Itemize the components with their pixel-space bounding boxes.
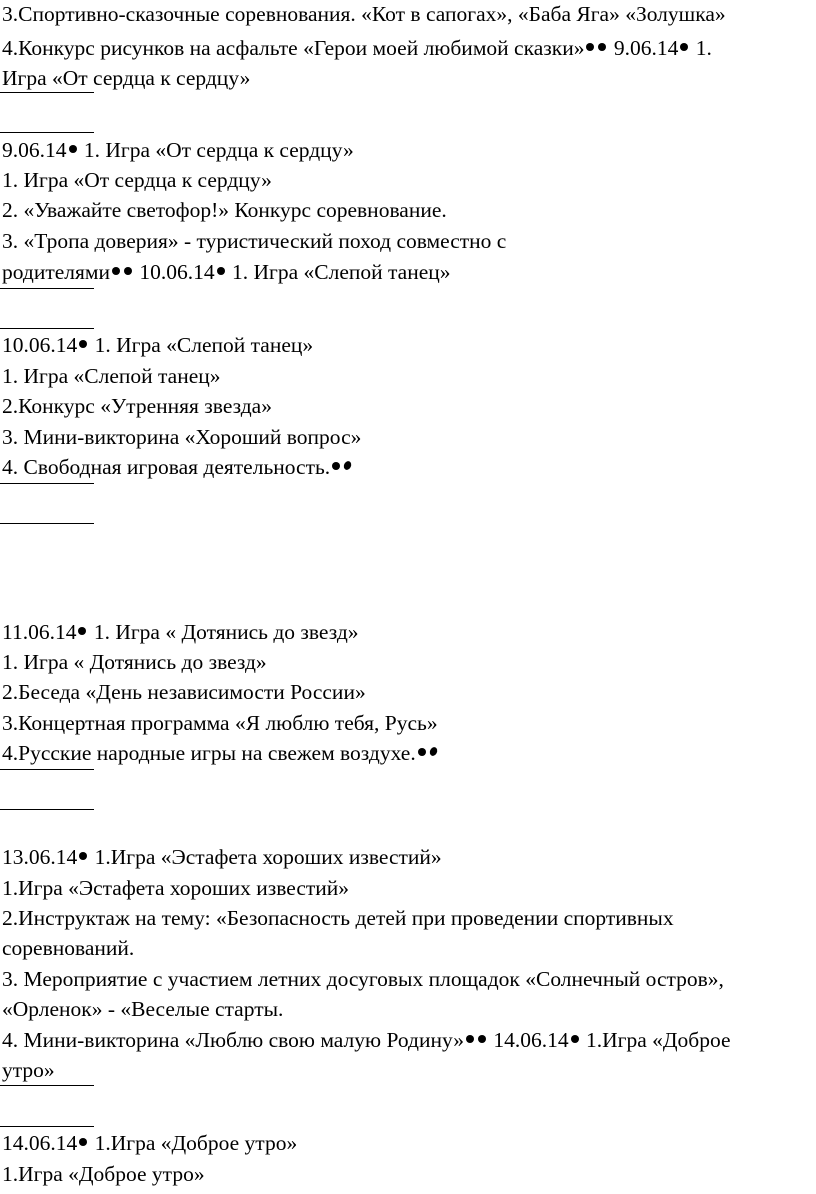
divider — [0, 288, 94, 289]
text-line: 1. Игра «От сердца к сердцу» — [2, 168, 272, 192]
bullet-icon — [571, 1035, 579, 1043]
divider — [0, 1085, 94, 1086]
text-line: Игра «От сердца к сердцу» — [2, 66, 251, 90]
bullet-icon — [466, 1035, 474, 1043]
text-line: 1.Игра «Эстафета хороших известий» — [2, 876, 350, 900]
text-line: 3. Мероприятие с участием летних досуговых площадок «Солнечный остров», — [2, 967, 724, 991]
bullet-icon — [598, 43, 606, 51]
text-line: 13.06.14 1.Игра «Эстафета хороших известий» — [2, 845, 442, 869]
divider — [0, 483, 94, 484]
text-line: родителями 10.06.14 1. Игра «Слепой танец» — [2, 260, 451, 284]
text-line: 3. «Тропа доверия» - туристический поход совместно с — [2, 229, 507, 253]
bullet-icon — [79, 1138, 87, 1146]
divider — [0, 328, 94, 329]
bullet-icon — [69, 145, 77, 153]
bullet-icon — [78, 627, 86, 635]
text-line: 11.06.14 1. Игра « Дотянись до звезд» — [2, 620, 359, 644]
divider — [0, 132, 94, 133]
text-line: 4.Конкурс рисунков на асфальте «Герои моей любимой сказки» 9.06.14 1. — [2, 36, 712, 60]
divider — [0, 809, 94, 810]
bullet-icon — [112, 267, 120, 275]
text-line: 2.Конкурс «Утренняя звезда» — [2, 394, 272, 418]
text-line: 2.Беседа «День независимости России» — [2, 680, 366, 704]
text-line: «Орленок» - «Веселые старты. — [2, 997, 284, 1021]
bullet-icon — [217, 267, 225, 275]
divider — [0, 1126, 94, 1127]
bullet-icon — [586, 43, 594, 51]
text-line: 1.Игра «Доброе утро» — [2, 1162, 205, 1186]
bullet-icon — [79, 340, 87, 348]
bullet-icon — [343, 460, 353, 471]
text-line: 2.Инструктаж на тему: «Безопасность детей при проведении спортивных — [2, 906, 674, 930]
text-line: 4. Мини-викторина «Люблю свою малую Родину» 14.06.14 1.Игра «Доброе — [2, 1028, 731, 1052]
divider — [0, 523, 94, 524]
text-line: 14.06.14 1.Игра «Доброе утро» — [2, 1131, 298, 1155]
bullet-icon — [428, 746, 438, 757]
text-line: 3. Мини-викторина «Хороший вопрос» — [2, 425, 362, 449]
text-line: утро» — [2, 1058, 55, 1082]
text-line: 3.Спортивно-сказочные соревнования. «Кот в сапогах», «Баба Яга» «Золушка» — [2, 2, 726, 26]
divider — [0, 769, 94, 770]
bullet-icon — [124, 267, 132, 275]
text-line: соревнований. — [2, 936, 135, 960]
text-line: 2. «Уважайте светофор!» Конкурс соревнование. — [2, 198, 447, 222]
text-line: 10.06.14 1. Игра «Слепой танец» — [2, 333, 314, 357]
text-line: 1. Игра « Дотянись до звезд» — [2, 650, 267, 674]
bullet-icon — [478, 1035, 486, 1043]
bullet-icon — [680, 43, 688, 51]
text-line: 4.Русские народные игры на свежем воздухе. — [2, 739, 439, 767]
text-line: 9.06.14 1. Игра «От сердца к сердцу» — [2, 138, 354, 162]
divider — [0, 92, 94, 93]
text-line: 4. Свободная игровая деятельность. — [2, 453, 353, 481]
text-line: 3.Концертная программа «Я люблю тебя, Русь» — [2, 711, 438, 735]
text-line: 1. Игра «Слепой танец» — [2, 364, 221, 388]
bullet-icon — [79, 852, 87, 860]
bullet-icon — [418, 748, 426, 756]
bullet-icon — [332, 462, 340, 470]
